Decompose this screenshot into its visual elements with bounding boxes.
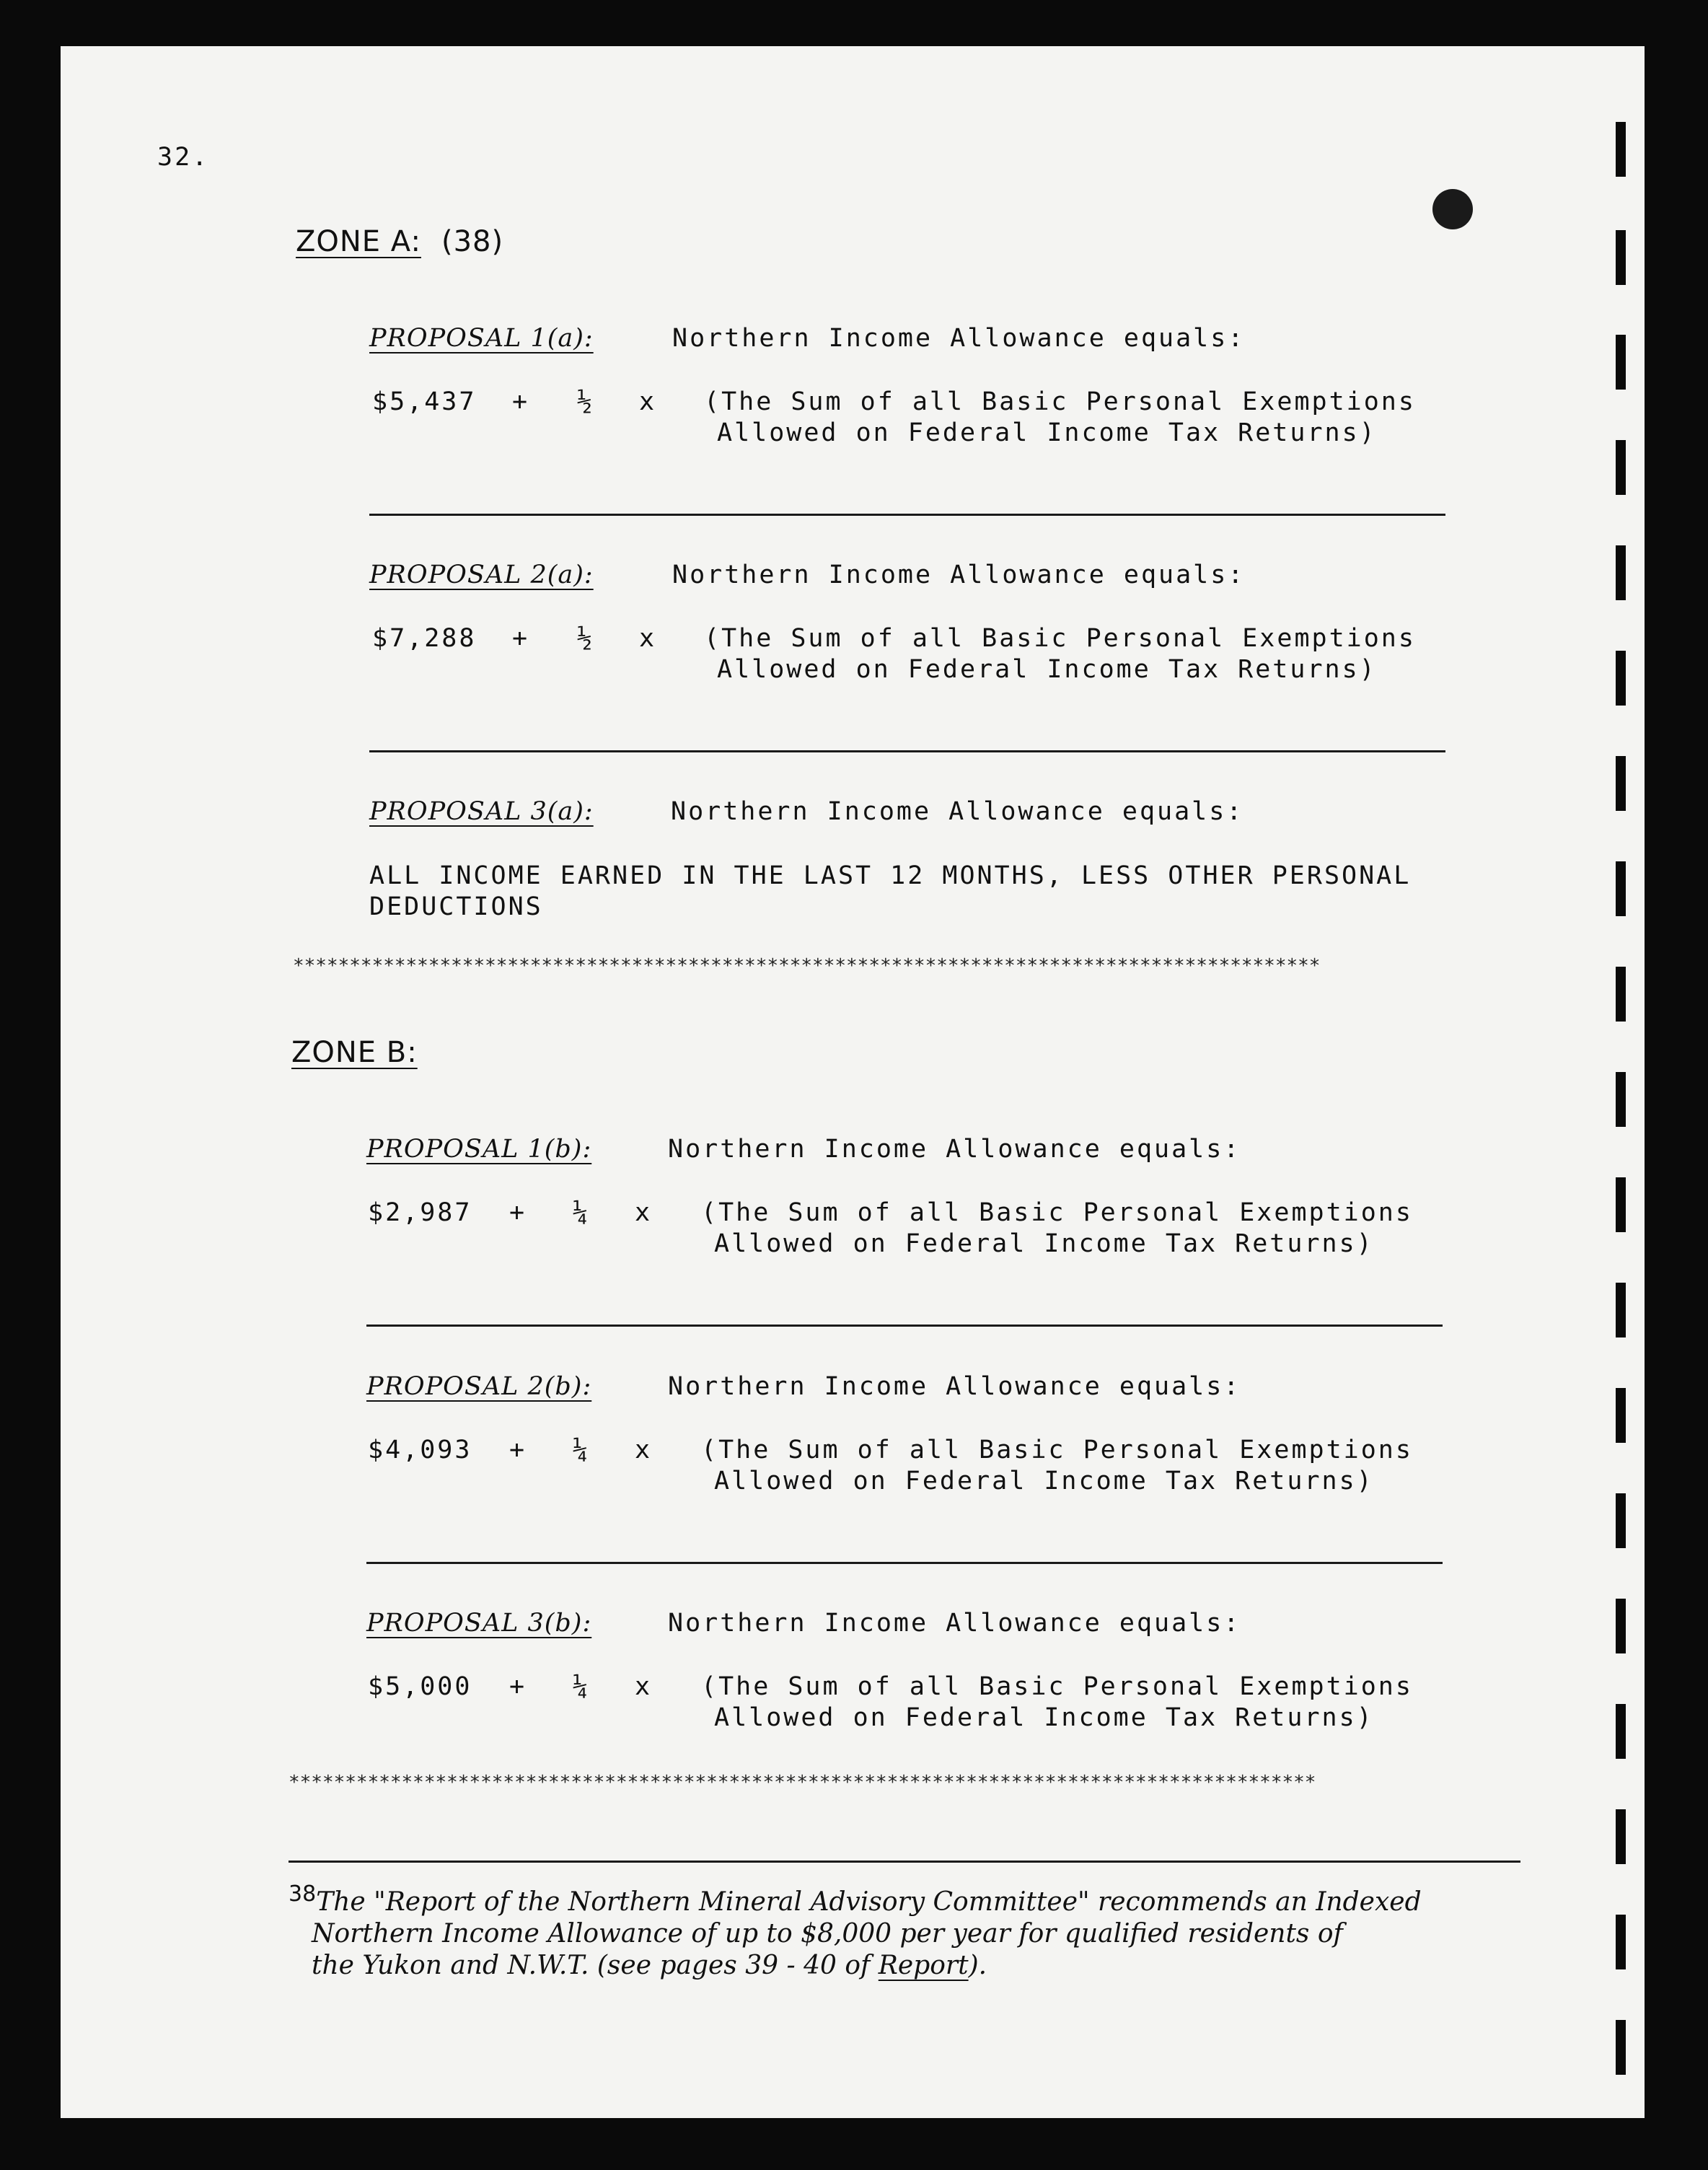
binding-hole	[1616, 1493, 1626, 1548]
proposal-description: Northern Income Allowance equals:	[668, 1135, 1241, 1164]
binding-hole	[1616, 1177, 1626, 1232]
formula-line-2: Allowed on Federal Income Tax Returns)	[717, 655, 1377, 684]
proposal-amount: $2,987	[368, 1198, 472, 1227]
proposal-amount: $5,437	[372, 387, 477, 416]
footnote-number: 38	[289, 1881, 317, 1907]
proposal-label: PROPOSAL 2(a):	[369, 561, 594, 589]
formula-line-1: (The Sum of all Basic Personal Exemptions	[701, 1198, 1413, 1227]
report-reference: Report	[878, 1951, 969, 1980]
footnote	[289, 1879, 1422, 1982]
times-sign: x	[639, 387, 657, 416]
binding-hole	[1616, 1072, 1626, 1127]
formula-line-1: (The Sum of all Basic Personal Exemptions	[701, 1436, 1413, 1464]
footnote-line-3: the Yukon and N.W.T. (see pages 39 - 40 of Report).	[312, 1951, 987, 1980]
formula-line-1: (The Sum of all Basic Personal Exemptions	[701, 1672, 1413, 1701]
section-divider	[366, 1325, 1443, 1327]
binding-hole	[1616, 122, 1626, 177]
proposal-description: Northern Income Allowance equals:	[668, 1372, 1241, 1401]
plus-sign: +	[509, 1436, 527, 1464]
proposal-description: Northern Income Allowance equals:	[671, 797, 1244, 826]
proposal-amount: $7,288	[372, 624, 477, 653]
formula-line-1: (The Sum of all Basic Personal Exemptions	[704, 387, 1416, 416]
times-sign: x	[635, 1672, 653, 1701]
plus-sign: +	[509, 1198, 527, 1227]
footnote-rule	[289, 1861, 1520, 1863]
footnote-line-2: Northern Income Allowance of up to $8,000 per year for qualified residents of	[312, 1919, 1343, 1949]
punch-hole	[1432, 189, 1473, 229]
zone-a-heading: ZONE A:	[296, 225, 421, 258]
binding-hole	[1616, 440, 1626, 495]
formula-line-2: Allowed on Federal Income Tax Returns)	[714, 1703, 1374, 1732]
fraction: ½	[577, 387, 595, 416]
binding-hole	[1616, 756, 1626, 811]
formula-line-1: (The Sum of all Basic Personal Exemptions	[704, 624, 1416, 653]
binding-hole	[1616, 1704, 1626, 1759]
formula-line-2: Allowed on Federal Income Tax Returns)	[714, 1229, 1374, 1258]
asterisk-separator: *******************************************************************************************	[293, 955, 1321, 977]
binding-hole	[1616, 2020, 1626, 2075]
binding-hole	[1616, 1283, 1626, 1337]
binding-hole	[1616, 1599, 1626, 1653]
formula-line-2: Allowed on Federal Income Tax Returns)	[714, 1467, 1374, 1495]
fraction: ½	[577, 624, 595, 653]
proposal-description: Northern Income Allowance equals:	[672, 561, 1246, 589]
proposal-label: PROPOSAL 3(b):	[366, 1609, 592, 1638]
binding-hole	[1616, 230, 1626, 285]
proposal-label: PROPOSAL 1(b):	[366, 1135, 592, 1164]
proposal-label: PROPOSAL 1(a):	[369, 324, 594, 353]
document-page	[61, 46, 1645, 2118]
binding-hole	[1616, 1809, 1626, 1864]
times-sign: x	[635, 1198, 653, 1227]
asterisk-separator: *******************************************************************************************	[289, 1772, 1316, 1793]
proposal-description: Northern Income Allowance equals:	[668, 1609, 1241, 1638]
binding-hole	[1616, 1915, 1626, 1969]
proposal-amount: $5,000	[368, 1672, 472, 1701]
proposal-amount: $4,093	[368, 1436, 472, 1464]
proposal-text-line-1: ALL INCOME EARNED IN THE LAST 12 MONTHS, LESS OTHER PERSONAL	[369, 861, 1412, 890]
formula-line-2: Allowed on Federal Income Tax Returns)	[717, 418, 1377, 447]
proposal-description: Northern Income Allowance equals:	[672, 324, 1246, 353]
plus-sign: +	[512, 624, 530, 653]
plus-sign: +	[509, 1672, 527, 1701]
binding-hole	[1616, 1388, 1626, 1443]
zone-b-heading: ZONE B:	[291, 1036, 418, 1069]
binding-hole	[1616, 335, 1626, 390]
section-divider	[369, 514, 1445, 516]
fraction: ¼	[573, 1672, 591, 1701]
times-sign: x	[635, 1436, 653, 1464]
proposal-label: PROPOSAL 2(b):	[366, 1372, 592, 1401]
times-sign: x	[639, 624, 657, 653]
page-number: 32.	[157, 143, 210, 172]
proposal-label: PROPOSAL 3(a):	[369, 797, 594, 826]
zone-a-footnote-ref: (38)	[441, 225, 504, 258]
binding-hole	[1616, 861, 1626, 916]
plus-sign: +	[512, 387, 530, 416]
binding-hole	[1616, 651, 1626, 706]
footnote-line-1: $^{38}$The "Report of the Northern Mineral Advisory Committee" recommends an Indexed	[289, 1881, 1422, 1917]
fraction: ¼	[573, 1198, 591, 1227]
fraction: ¼	[573, 1436, 591, 1464]
proposal-text-line-2: DEDUCTIONS	[369, 892, 543, 921]
binding-hole	[1616, 967, 1626, 1022]
section-divider	[366, 1562, 1443, 1564]
section-divider	[369, 750, 1445, 752]
binding-hole	[1616, 545, 1626, 600]
